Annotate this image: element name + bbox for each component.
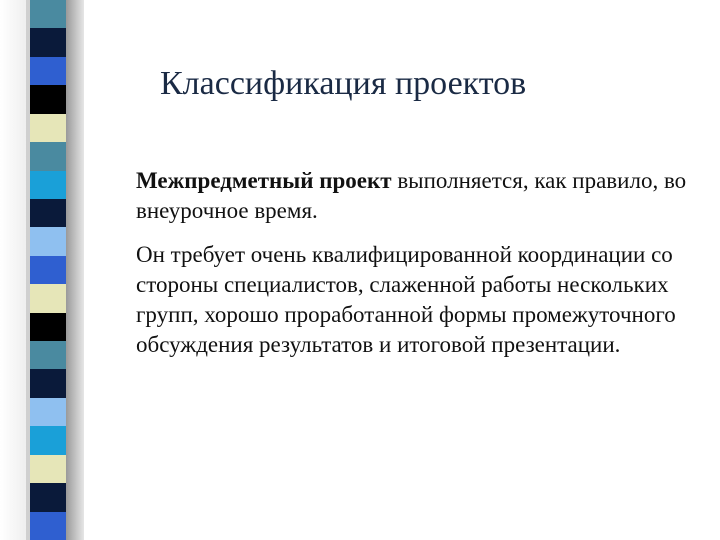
color-stripe: [30, 483, 66, 511]
color-stripe: [30, 369, 66, 397]
color-stripe: [30, 455, 66, 483]
slide-title: Классификация проектов: [160, 65, 527, 102]
color-stripe: [30, 28, 66, 56]
side-bar-shadow: [66, 0, 84, 540]
color-stripe: [30, 227, 66, 255]
slide-body: [136, 166, 696, 374]
color-stripe: [30, 0, 66, 28]
color-stripe: [30, 341, 66, 369]
color-stripe-column: [30, 0, 66, 540]
color-stripe: [30, 199, 66, 227]
paragraph-1-text: выполняется, как правило, во внеурочное время.: [136, 168, 687, 223]
color-stripe: [30, 398, 66, 426]
color-stripe: [30, 171, 66, 199]
decorative-side-bar: [0, 0, 84, 540]
paragraph-2: Он требует очень квалифицированной координации со стороны специалистов, слаженной работы нескольких групп, хорошо проработанной формы промежуточного обсуждения результатов и итоговой презентации.: [136, 242, 676, 357]
color-stripe: [30, 512, 66, 540]
color-stripe: [30, 426, 66, 454]
color-stripe: [30, 114, 66, 142]
color-stripe: [30, 284, 66, 312]
paragraph-1: [136, 166, 696, 226]
color-stripe: [30, 256, 66, 284]
color-stripe: [30, 142, 66, 170]
color-stripe: [30, 85, 66, 113]
color-stripe: [30, 313, 66, 341]
paragraph-1-bold-term: Межпредметный проект: [136, 168, 392, 193]
color-stripe: [30, 57, 66, 85]
side-bar-highlight: [0, 0, 26, 540]
